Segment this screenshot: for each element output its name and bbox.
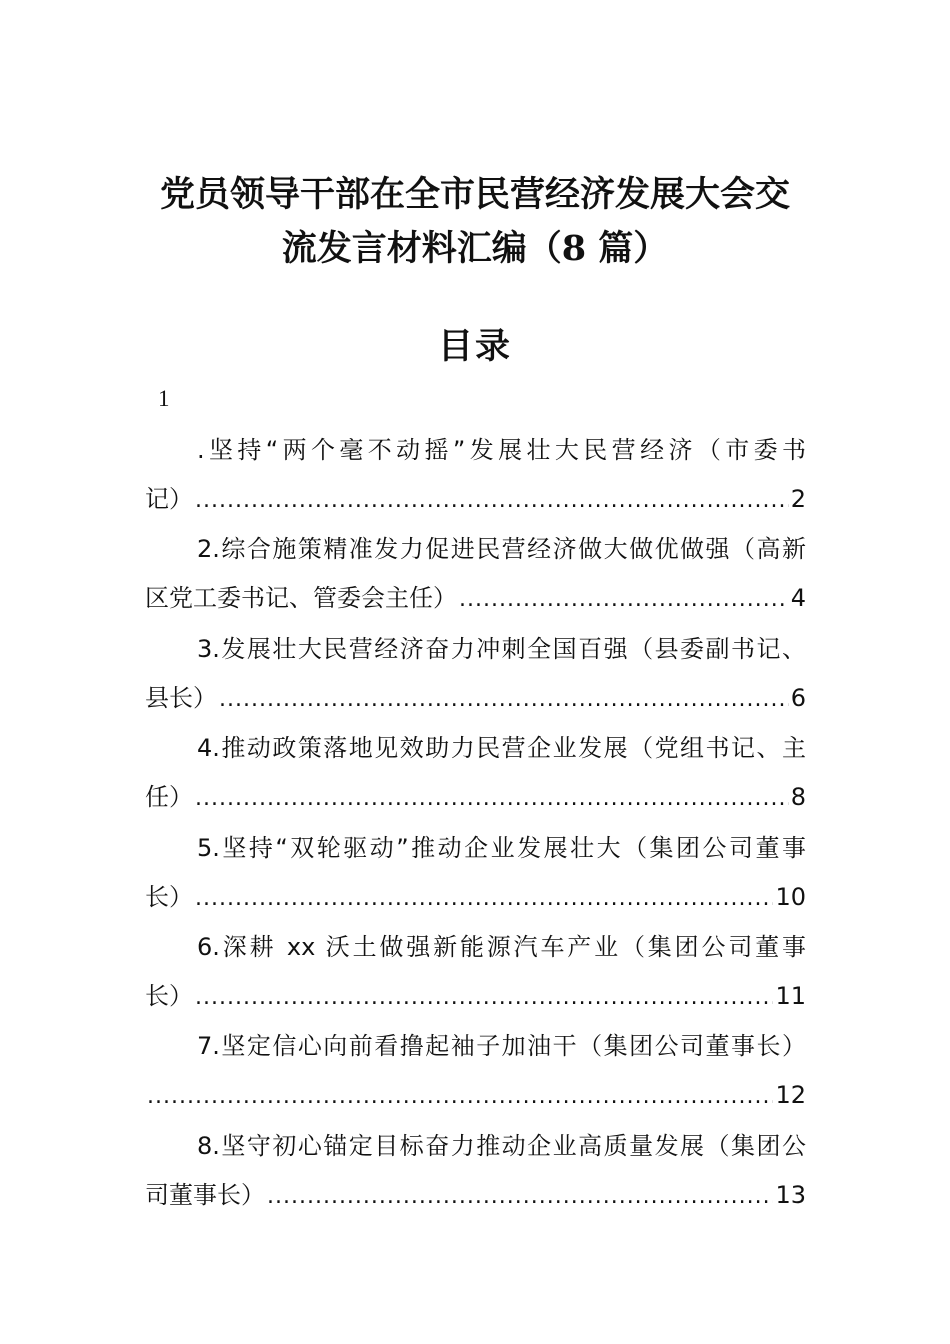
toc-entry-title: 4.推动政策落地见效助力民营企业发展（党组书记、主 [197,734,806,763]
toc-entry-title-cont: 长） [145,981,193,1010]
toc-entry-3[interactable] [145,624,806,723]
toc-entry-title-cont: 区党工委书记、管委会主任） [145,584,457,613]
toc-entry-title: 5.坚持“双轮驱动”推动企业发展壮大（集团公司董事 [197,833,806,862]
toc-entry-title: 6.深耕 xx 沃土做强新能源汽车产业（集团公司董事 [197,932,806,961]
toc-entry-title-cont: 司董事长） [145,1180,265,1209]
toc-entry-continuation [145,774,806,820]
dot-leader [219,677,789,723]
toc-entry-title-cont: 长） [145,882,193,911]
toc-heading: 目录 [437,326,512,367]
toc-entry-title-cont: 县长） [145,683,217,712]
dot-leader [267,1174,773,1220]
toc-entry-continuation [145,1172,806,1218]
table-of-contents [145,425,806,1220]
document-title [120,168,830,276]
toc-entry-2[interactable] [145,524,806,623]
toc-entry-continuation [145,675,806,721]
toc-entry-title-cont: 记） [145,485,193,513]
document-title-line-2: 流发言材料汇编（8 篇） [281,228,669,269]
toc-entry-continuation [145,575,806,621]
dot-leader [195,478,789,524]
toc-page-number: 4 [790,584,806,613]
document-title-line-1: 党员领导干部在全市民营经济发展大会交 [159,174,790,215]
toc-entry-4[interactable] [145,723,806,822]
toc-entry-8[interactable] [145,1121,806,1220]
toc-entry-7[interactable] [145,1021,806,1120]
toc-page-number: 6 [790,683,806,712]
toc-entry-title: 8.坚守初心锚定目标奋力推动企业高质量发展（集团公 [197,1131,806,1160]
dot-leader [195,776,789,822]
toc-page-number: 8 [790,783,806,812]
toc-page-number: 10 [775,882,806,911]
toc-entry-continuation [145,973,806,1019]
toc-entry-title: 7.坚定信心向前看撸起袖子加油干（集团公司董事长） [197,1032,806,1061]
toc-entry-5[interactable] [145,823,806,922]
toc-entry-continuation [145,1072,806,1118]
toc-page-number: 2 [790,485,806,513]
toc-entry-title-cont: 任） [145,783,193,812]
dot-leader [459,577,789,623]
toc-page-number: 11 [775,981,806,1010]
toc-page-number: 13 [775,1180,806,1209]
toc-entry-title: .坚持“两个毫不动摇”发展壮大民营经济（市委书 [197,436,806,464]
toc-entry-6[interactable] [145,922,806,1021]
toc-entry-1[interactable] [145,425,806,524]
toc-entry-continuation [145,476,806,522]
toc-entry-continuation [145,874,806,920]
stray-number: 1 [158,386,170,411]
toc-page-number: 12 [775,1081,806,1110]
toc-entry-title: 3.发展壮大民营经济奋力冲刺全国百强（县委副书记、 [197,634,806,663]
dot-leader [147,1074,773,1120]
toc-entry-title: 2.综合施策精准发力促进民营经济做大做优做强（高新 [197,535,806,564]
dot-leader [195,876,773,922]
dot-leader [195,975,773,1021]
